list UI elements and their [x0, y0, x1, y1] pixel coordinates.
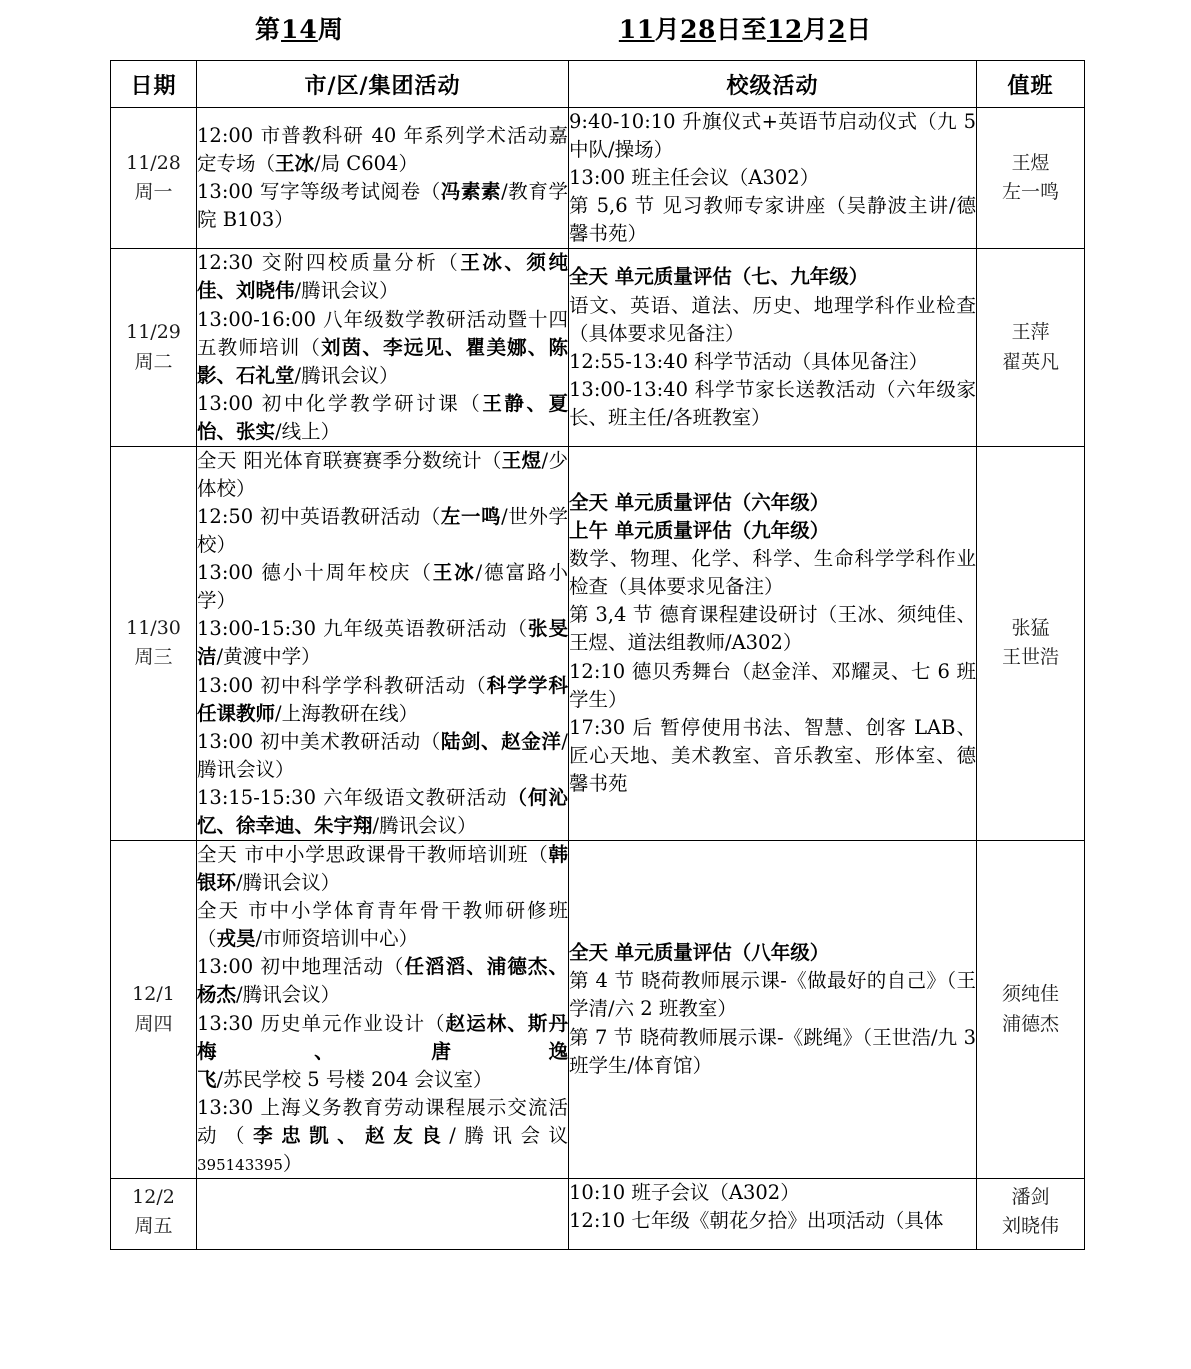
date-weekday: 周一	[134, 181, 173, 204]
date-month-day: 11/28	[126, 151, 181, 174]
week-number: 14	[281, 15, 318, 44]
duty-person: 王煜	[1011, 151, 1050, 174]
school-activities-cell	[569, 841, 977, 1179]
activity-line: 第 3,4 节 德育课程建设研讨（王冰、须纯佳、王煜、道法组教师/A302）	[569, 603, 976, 655]
duty-cell	[977, 249, 1085, 447]
duty-person: 刘晓伟	[1001, 1215, 1059, 1238]
school-activities-cell	[569, 446, 977, 840]
activity-line: 12:00 市普教科研 40 年系列学术活动嘉定专场（王冰/局 C604）	[197, 124, 568, 176]
range-month-start: 11	[618, 15, 655, 44]
city-activities-cell	[197, 249, 569, 447]
date-month-day: 11/29	[126, 321, 181, 344]
duty-cell	[977, 1178, 1085, 1249]
city-activities-cell	[197, 1178, 569, 1249]
activity-line: 13:00 初中地理活动（任滔滔、浦德杰、杨杰/腾讯会议）	[197, 955, 568, 1007]
activity-line: 9:40-10:10 升旗仪式+英语节启动仪式（九 5 中队/操场）	[569, 110, 976, 162]
activity-line: 12:50 初中英语教研活动（左一鸣/世外学校）	[197, 505, 568, 557]
date-cell	[111, 1178, 197, 1249]
date-cell	[111, 446, 197, 840]
table-row	[111, 841, 1085, 1179]
activity-line: 13:00 德小十周年校庆（王冰/德富路小学）	[197, 561, 568, 613]
activity-line: 语文、英语、道法、历史、地理学科作业检查（具体要求见备注）	[569, 293, 976, 345]
column-header-date: 日期	[111, 61, 197, 108]
column-header-duty: 值班	[977, 61, 1085, 108]
date-weekday: 周三	[134, 646, 173, 669]
table-body	[111, 108, 1085, 1250]
duty-person: 浦德杰	[1001, 1012, 1059, 1035]
week-prefix: 第	[255, 15, 282, 44]
date-range	[619, 10, 872, 46]
range-day-start: 28	[680, 15, 716, 44]
date-month-day: 12/1	[132, 983, 175, 1006]
activity-line: 全天 市中小学体育青年骨干教师研修班（戎昊/市师资培训中心）	[197, 899, 568, 951]
activity-line: 13:30 历史单元作业设计（赵运林、斯丹梅、唐逸飞/苏民学校 5 号楼 204 会议室）	[197, 1011, 568, 1091]
date-weekday: 周四	[134, 1012, 173, 1035]
activity-line: 数学、物理、化学、科学、生命科学学科作业检查（具体要求见备注）	[569, 547, 976, 599]
date-cell	[111, 108, 197, 249]
date-cell	[111, 841, 197, 1179]
activity-line: 13:00 初中科学学科教研活动（科学学科任课教师/上海教研在线）	[197, 673, 568, 725]
activity-line: 全天 单元质量评估（六年级）	[569, 491, 830, 515]
activity-line: 17:30 后 暂停使用书法、智慧、创客 LAB、匠心天地、美术教室、音乐教室、形体室、德馨书苑	[569, 715, 976, 795]
activity-line: 第 7 节 晓荷教师展示课-《跳绳》（王世浩/九 3 班学生/体育馆）	[569, 1025, 976, 1077]
date-month-day: 11/30	[126, 617, 181, 640]
duty-person: 左一鸣	[1001, 181, 1059, 204]
activity-line: 13:00-16:00 八年级数学教研活动暨十四五教师培训（刘茵、李远见、瞿美娜、陈影、石礼堂/腾讯会议）	[197, 307, 568, 387]
table-header-row	[111, 61, 1085, 108]
range-month-start-unit: 月	[654, 15, 681, 44]
column-header-school: 校级活动	[569, 61, 977, 108]
city-activities-cell	[197, 841, 569, 1179]
schedule-table	[110, 60, 1085, 1250]
activity-line: 13:00 班主任会议（A302）	[569, 166, 820, 190]
date-weekday: 周二	[134, 350, 173, 373]
date-weekday: 周五	[134, 1215, 173, 1238]
activity-line: 13:00-15:30 九年级英语教研活动（张旻洁/黄渡中学）	[197, 617, 568, 669]
activity-line: 第 5,6 节 见习教师专家讲座（吴静波主讲/德馨书苑）	[569, 194, 976, 246]
week-suffix: 周	[317, 15, 344, 44]
duty-person: 王萍	[1011, 321, 1050, 344]
activity-line: 10:10 班子会议（A302）	[569, 1180, 800, 1204]
activity-line: 13:00 初中化学教学研讨课（王静、夏怡、张实/线上）	[197, 391, 568, 443]
school-activities-cell	[569, 108, 977, 249]
city-activities-cell	[197, 446, 569, 840]
activity-line: 12:10 七年级《朝花夕拾》出项活动（具体	[569, 1209, 944, 1233]
duty-person: 须纯佳	[1001, 983, 1059, 1006]
table-row	[111, 1178, 1085, 1249]
range-month-end-unit: 月	[802, 15, 829, 44]
activity-line: 12:30 交附四校质量分析（王冰、须纯佳、刘晓伟/腾讯会议）	[197, 251, 568, 303]
activity-line: 13:15-15:30 六年级语文教研活动（何沁忆、徐幸迪、朱宇翔/腾讯会议）	[197, 785, 568, 837]
range-month-end: 12	[766, 15, 803, 44]
range-day-start-unit: 日至	[715, 15, 767, 44]
table-header	[111, 61, 1085, 108]
activity-line: 上午 单元质量评估（九年级）	[569, 519, 830, 543]
duty-cell	[977, 841, 1085, 1179]
activity-line: 第 4 节 晓荷教师展示课-《做最好的自己》（王学清/六 2 班教室）	[569, 969, 976, 1021]
activity-line: 12:10 德贝秀舞台（赵金洋、邓耀灵、七 6 班学生）	[569, 659, 976, 711]
activity-line: 全天 单元质量评估（八年级）	[569, 941, 830, 965]
activity-line: 全天 市中小学思政课骨干教师培训班（韩银环/腾讯会议）	[197, 843, 568, 895]
column-header-city: 市/区/集团活动	[197, 61, 569, 108]
duty-person: 潘剑	[1011, 1185, 1050, 1208]
city-activities-cell	[197, 108, 569, 249]
activity-line: 全天 单元质量评估（七、九年级）	[569, 265, 869, 289]
duty-person: 王世浩	[1001, 646, 1059, 669]
activity-line: 全天 阳光体育联赛赛季分数统计（王煜/少体校）	[197, 448, 568, 501]
activity-line: 13:30 上海义务教育劳动课程展示交流活动（李忠凯、赵友良/腾讯会议 395143395）	[197, 1095, 568, 1175]
duty-person: 张猛	[1011, 617, 1050, 640]
range-day-end: 2	[828, 15, 847, 44]
activity-line: 12:55-13:40 科学节活动（具体见备注）	[569, 349, 929, 373]
school-activities-cell	[569, 1178, 977, 1249]
activity-line: 13:00-13:40 科学节家长送教活动（六年级家长、班主任/各班教室）	[569, 377, 976, 429]
duty-person: 翟英凡	[1001, 350, 1059, 373]
activity-line: 13:00 初中美术教研活动（陆剑、赵金洋/腾讯会议）	[197, 729, 568, 781]
school-activities-cell	[569, 249, 977, 447]
date-cell	[111, 249, 197, 447]
table-row	[111, 108, 1085, 249]
table-row	[111, 249, 1085, 447]
week-title	[255, 10, 344, 46]
activity-line: 13:00 写字等级考试阅卷（冯素素/教育学院 B103）	[197, 180, 568, 232]
date-month-day: 12/2	[132, 1185, 175, 1208]
duty-cell	[977, 108, 1085, 249]
duty-cell	[977, 446, 1085, 840]
table-row	[111, 446, 1085, 840]
range-day-end-unit: 日	[846, 15, 872, 44]
document-header	[0, 0, 1191, 60]
